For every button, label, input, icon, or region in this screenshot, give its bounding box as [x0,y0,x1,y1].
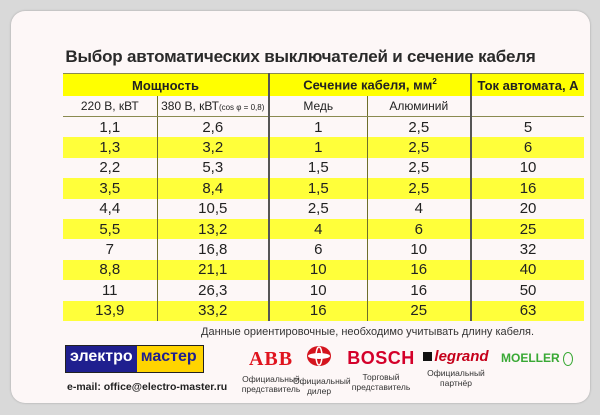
brand-bosch: BOSCH Торговый представитель [347,348,415,392]
cell-380v: 13,2 [157,219,269,239]
cell-220v: 7 [63,239,157,259]
subheader-aluminum: Алюминий [367,96,471,117]
cell-copper: 1 [269,137,367,157]
cell-aluminum: 2,5 [367,178,471,198]
table-row [63,178,584,198]
table-row [63,239,584,259]
cell-copper: 10 [269,260,367,280]
cell-breaker: 20 [471,199,584,219]
cell-380v: 33,2 [157,301,269,321]
table-row [63,301,584,321]
cell-220v: 13,9 [63,301,157,321]
cell-220v: 5,5 [63,219,157,239]
reference-card [11,11,590,403]
table-row [63,158,584,178]
table-row [63,280,584,300]
header-cable-section: Сечение кабеля, $мм^2$ [269,74,471,97]
cell-380v: 26,3 [157,280,269,300]
cell-220v: 1,3 [63,137,157,157]
table-body [63,117,584,321]
cell-380v: 10,5 [157,199,269,219]
subheader-380v: 380 В, кВТ(cos φ = 0,8) [157,96,269,117]
table-subheader-row [63,96,584,117]
cell-copper: 16 [269,301,367,321]
subheader-empty [471,96,584,117]
cell-aluminum: 6 [367,219,471,239]
cell-aluminum: 2,5 [367,158,471,178]
cell-breaker: 50 [471,280,584,300]
cell-copper: 2,5 [269,199,367,219]
cell-breaker: 10 [471,158,584,178]
cell-breaker: 16 [471,178,584,198]
cell-380v: 8,4 [157,178,269,198]
cell-breaker: 63 [471,301,584,321]
table-row [63,219,584,239]
cell-breaker: 25 [471,219,584,239]
cell-breaker: 6 [471,137,584,157]
cell-380v: 3,2 [157,137,269,157]
cell-220v: 4,4 [63,199,157,219]
cell-aluminum: 4 [367,199,471,219]
dealer-logo-icon [304,344,334,368]
cell-aluminum: 2,5 [367,117,471,138]
cell-380v: 2,6 [157,117,269,138]
cell-380v: 21,1 [157,260,269,280]
cell-copper: 6 [269,239,367,259]
brand-legrand: legrand Официальный партнёр [416,348,496,388]
cell-aluminum: 16 [367,280,471,300]
cell-380v: 5,3 [157,158,269,178]
cell-copper: 1,5 [269,178,367,198]
cell-copper: 1 [269,117,367,138]
cell-aluminum: 10 [367,239,471,259]
cell-aluminum: 25 [367,301,471,321]
table-row [63,260,584,280]
brand-abb: ABB Официальный представитель [241,348,301,394]
header-power: Мощность [63,74,269,97]
cell-220v: 11 [63,280,157,300]
page-title: Выбор автоматических выключателей и сечение кабеля [65,47,536,66]
disclaimer-note: Данные ориентировочные, необходимо учитывать длину кабеля. [201,326,535,338]
cable-selection-table [63,73,584,321]
cell-breaker: 32 [471,239,584,259]
cell-copper: 1,5 [269,158,367,178]
subheader-220v: 220 В, кВТ [63,96,157,117]
cell-breaker: 40 [471,260,584,280]
cell-breaker: 5 [471,117,584,138]
table-row [63,117,584,138]
brand-dealer-logo: Официальный дилер [293,344,345,396]
cell-220v: 8,8 [63,260,157,280]
cell-copper: 4 [269,219,367,239]
cell-aluminum: 16 [367,260,471,280]
table-row [63,137,584,157]
cell-380v: 16,8 [157,239,269,259]
cell-aluminum: 2,5 [367,137,471,157]
subheader-copper: Медь [269,96,367,117]
table-header-row [63,74,584,97]
cell-220v: 3,5 [63,178,157,198]
header-breaker-current: Ток автомата, А [471,74,584,97]
email-address: e-mail: office@electro-master.ru [67,381,228,393]
cell-220v: 2,2 [63,158,157,178]
table-row [63,199,584,219]
cell-copper: 10 [269,280,367,300]
electromaster-logo: электро мастер [65,345,204,373]
legrand-icon [423,352,432,361]
brand-moeller: MOELLER [494,351,580,366]
cell-220v: 1,1 [63,117,157,138]
moeller-icon [563,352,573,366]
